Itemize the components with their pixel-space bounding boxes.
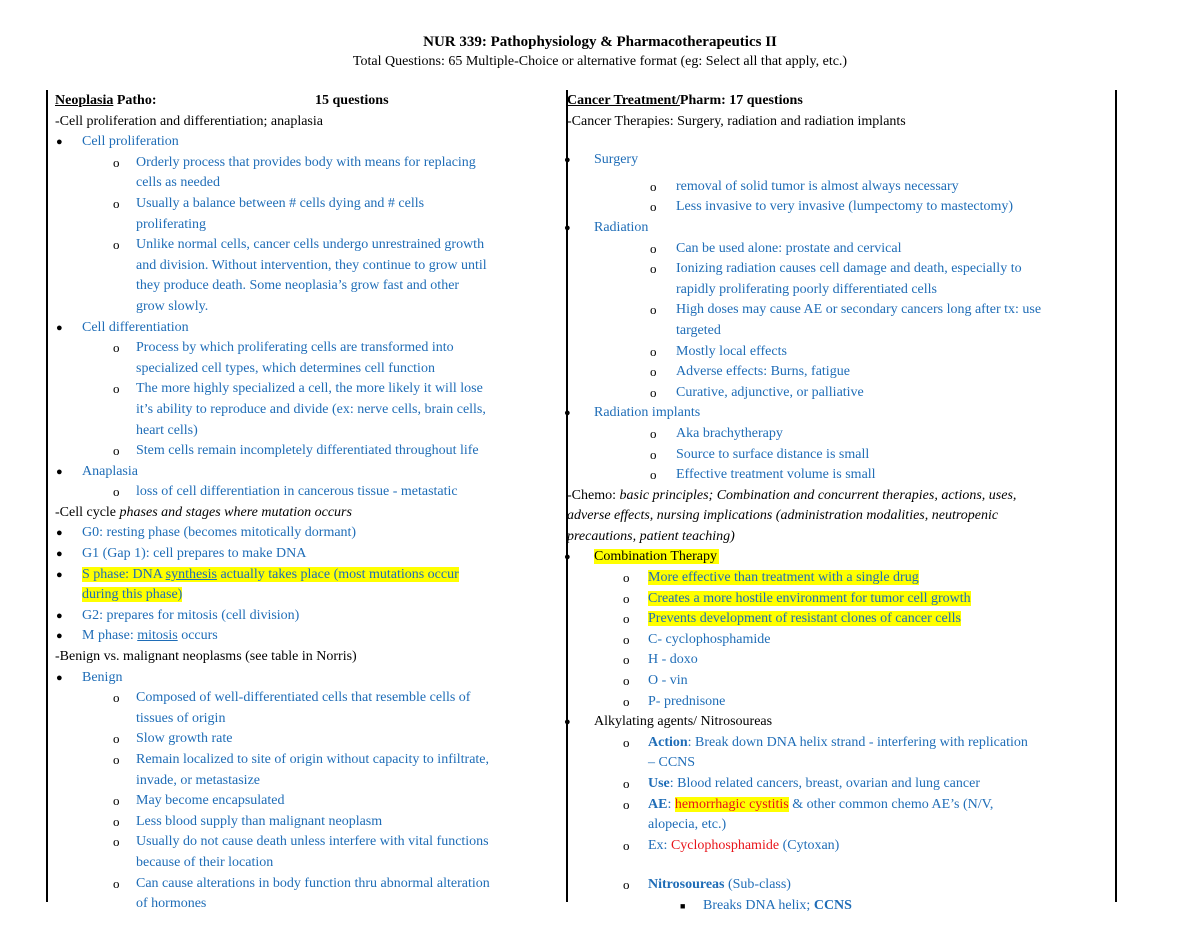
list-item: o Orderly process that provides body with means for replacing — [55, 153, 560, 174]
bullet-disc-icon: ● — [564, 551, 571, 564]
list-item: ● G2: prepares for mitosis (cell division) — [55, 606, 560, 627]
text-line: alopecia, etc.) — [648, 817, 727, 833]
list-item: o AE: hemorrhagic cystitis & other common chemo AE’s (N/V, — [567, 795, 1112, 816]
list-item: o The more highly specialized a cell, the more likely it will lose — [55, 379, 560, 400]
bullet-circle-icon: o — [623, 590, 630, 606]
bullet-circle-icon: o — [623, 631, 630, 647]
right-column — [564, 91, 1112, 917]
text-line: specialized cell types, which determines cell function — [136, 360, 435, 376]
list-item: ● S phase: DNA synthesis actually takes place (most mutations occur — [55, 565, 560, 586]
bullet-circle-icon: o — [623, 570, 630, 586]
text-line: -Cell proliferation and differentiation; anaplasia — [55, 113, 323, 129]
bullet-disc-icon: ● — [56, 321, 63, 334]
bullet-circle-icon: o — [113, 834, 120, 850]
text-line: and division. Without intervention, they continue to grow until — [136, 257, 487, 273]
list-item: ● G1 (Gap 1): cell prepares to make DNA — [55, 544, 560, 565]
text-line: adverse effects, nursing implications (administration modalities, neutropenic — [567, 508, 999, 524]
text-line: -Chemo: basic principles; Combination and concurrent therapies, actions, uses, — [567, 487, 1017, 503]
bullet-square-icon: ■ — [680, 900, 686, 911]
list-item: o Less blood supply than malignant neoplasm — [55, 812, 560, 833]
left-heading — [55, 91, 560, 112]
list-item: ● Anaplasia — [55, 462, 560, 483]
list-item: ● Alkylating agents/ Nitrosoureas — [567, 712, 1112, 733]
document-title: NUR 339: Pathophysiology & Pharmacotherapeutics II — [423, 34, 777, 50]
list-item: o Usually a balance between # cells dying and # cells — [55, 194, 560, 215]
bullet-circle-icon: o — [113, 690, 120, 706]
bullet-circle-icon: o — [623, 734, 630, 750]
bullet-circle-icon: o — [113, 195, 120, 211]
list-item: o Process by which proliferating cells are transformed into — [55, 338, 560, 359]
bullet-circle-icon: o — [113, 381, 120, 397]
bullet-disc-icon: ● — [56, 465, 63, 478]
bullet-circle-icon: o — [650, 446, 657, 462]
list-item: o May become encapsulated — [55, 791, 560, 812]
list-item: o Prevents development of resistant clones of cancer cells — [567, 609, 1112, 630]
list-item: o O - vin — [567, 671, 1112, 692]
list-item: ● Radiation implants — [567, 403, 1112, 424]
bullet-circle-icon: o — [113, 793, 120, 809]
text-line: – CCNS — [648, 755, 696, 771]
list-item: o H - doxo — [567, 650, 1112, 671]
list-item: o Less invasive to very invasive (lumpectomy to mastectomy) — [567, 197, 1112, 218]
right-border — [1115, 90, 1117, 902]
bullet-circle-icon: o — [650, 343, 657, 359]
text-line: targeted — [676, 322, 721, 338]
text-line: tissues of origin — [136, 710, 226, 726]
bullet-disc-icon: ● — [56, 136, 63, 149]
bullet-circle-icon: o — [623, 652, 630, 668]
list-item: o Use: Blood related cancers, breast, ovarian and lung cancer — [567, 774, 1112, 795]
list-item: o Curative, adjunctive, or palliative — [567, 383, 1112, 404]
bullet-circle-icon: o — [623, 796, 630, 812]
list-item: o High doses may cause AE or secondary cancers long after tx: use — [567, 300, 1112, 321]
document-subtitle: Total Questions: 65 Multiple-Choice or alternative format (eg: Select all that apply, etc.) — [352, 54, 848, 69]
list-item: ● Cell proliferation — [55, 132, 560, 153]
bullet-circle-icon: o — [650, 425, 657, 441]
text-line: it’s ability to reproduce and divide (ex: nerve cells, brain cells, — [136, 401, 486, 417]
text-line: cells as needed — [136, 175, 220, 191]
list-item: ● G0: resting phase (becomes mitotically dormant) — [55, 523, 560, 544]
heading-neoplasia: Neoplasia — [55, 93, 114, 108]
list-item: o Remain localized to site of origin without capacity to infiltrate, — [55, 750, 560, 771]
list-item: o loss of cell differentiation in cancerous tissue - metastatic — [55, 482, 560, 503]
text-line: invade, or metastasize — [136, 772, 261, 788]
bullet-circle-icon: o — [113, 340, 120, 356]
text-line: during this phase) — [82, 587, 183, 603]
bullet-circle-icon: o — [113, 154, 120, 170]
bullet-circle-icon: o — [650, 178, 657, 194]
list-item: o Mostly local effects — [567, 342, 1112, 363]
bullet-disc-icon: ● — [56, 548, 63, 561]
text-line: rapidly proliferating poorly differentiated cells — [676, 281, 937, 297]
list-item: ● Radiation — [567, 218, 1112, 239]
spacer — [567, 856, 1112, 875]
list-item: o removal of solid tumor is almost always necessary — [567, 177, 1112, 198]
bullet-circle-icon: o — [113, 752, 120, 767]
list-item: o Ionizing radiation causes cell damage and death, especially to — [567, 259, 1112, 280]
text-line: grow slowly. — [136, 298, 209, 314]
list-item: o Nitrosoureas (Sub-class) — [567, 875, 1112, 896]
list-item: ● Cell differentiation — [55, 318, 560, 339]
bullet-circle-icon: o — [623, 611, 630, 627]
right-heading: Cancer Treatment/Pharm: 17 questions — [567, 93, 803, 108]
bullet-circle-icon: o — [113, 484, 120, 500]
bullet-circle-icon: o — [113, 875, 120, 891]
bullet-circle-icon: o — [650, 199, 657, 215]
list-item: o Adverse effects: Burns, fatigue — [567, 362, 1112, 383]
list-item: o Source to surface distance is small — [567, 445, 1112, 466]
bullet-circle-icon: o — [113, 237, 120, 253]
bullet-circle-icon: o — [623, 693, 630, 709]
list-item: o Can be used alone: prostate and cervical — [567, 239, 1112, 260]
left-question-count: 15 questions — [315, 93, 389, 108]
list-item: o Action: Break down DNA helix strand - interfering with replication — [567, 733, 1112, 754]
left-border — [46, 90, 48, 902]
text-line: because of their location — [136, 854, 274, 870]
bullet-disc-icon: ● — [56, 630, 63, 643]
bullet-circle-icon: o — [113, 443, 120, 459]
bullet-circle-icon: o — [650, 467, 657, 483]
bullet-disc-icon: ● — [56, 609, 63, 622]
bullet-circle-icon: o — [623, 877, 630, 893]
list-item: o Can cause alterations in body function thru abnormal alteration — [55, 874, 560, 895]
spacer — [567, 132, 1112, 150]
list-item: o C- cyclophosphamide — [567, 630, 1112, 651]
bullet-circle-icon: o — [623, 673, 630, 689]
list-item: o Aka brachytherapy — [567, 424, 1112, 445]
list-item: o Ex: Cyclophosphamide (Cytoxan) — [567, 836, 1112, 857]
text-line: -Cell cycle phases and stages where mutation occurs — [55, 504, 352, 520]
bullet-circle-icon: o — [650, 364, 657, 380]
list-item: o Slow growth rate — [55, 729, 560, 750]
bullet-circle-icon: o — [623, 776, 630, 791]
bullet-circle-icon: o — [650, 261, 657, 277]
bullet-disc-icon: ● — [564, 716, 571, 729]
text-line: precautions, patient teaching) — [567, 528, 735, 544]
list-item: ● Benign — [55, 668, 560, 689]
bullet-disc-icon: ● — [564, 154, 571, 167]
text-line: -Benign vs. malignant neoplasms (see table in Norris) — [55, 649, 357, 665]
list-item: o Stem cells remain incompletely differentiated throughout life — [55, 441, 560, 462]
list-item: o More effective than treatment with a single drug — [567, 568, 1112, 589]
text-line: of hormones — [136, 896, 207, 912]
list-item: o Composed of well-differentiated cells that resemble cells of — [55, 688, 560, 709]
bullet-circle-icon: o — [113, 731, 120, 747]
list-item: ■ Breaks DNA helix; CCNS — [567, 896, 1112, 917]
text-line: they produce death. Some neoplasia’s grow fast and other — [136, 278, 460, 294]
bullet-disc-icon: ● — [56, 527, 63, 540]
bullet-circle-icon: o — [623, 837, 630, 853]
list-item: ● M phase: mitosis occurs — [55, 626, 560, 647]
bullet-disc-icon: ● — [56, 671, 63, 684]
bullet-circle-icon: o — [113, 813, 120, 829]
list-item: ● Surgery — [567, 150, 1112, 171]
list-item: o Effective treatment volume is small — [567, 465, 1112, 486]
list-item: ● Combination Therapy — [567, 547, 1112, 568]
bullet-disc-icon: ● — [56, 568, 63, 581]
bullet-circle-icon: o — [650, 384, 657, 400]
bullet-circle-icon: o — [650, 240, 657, 256]
heading-patho: Patho: — [113, 93, 157, 108]
text-line: proliferating — [136, 216, 206, 232]
list-item: o Usually do not cause death unless interfere with vital functions — [55, 832, 560, 853]
list-item: o Unlike normal cells, cancer cells undergo unrestrained growth — [55, 235, 560, 256]
text-line: -Cancer Therapies: Surgery, radiation and radiation implants — [567, 113, 906, 129]
list-item: o P- prednisone — [567, 692, 1112, 713]
list-item: o Creates a more hostile environment for tumor cell growth — [567, 589, 1112, 610]
text-line: heart cells) — [136, 422, 198, 438]
bullet-disc-icon: ● — [564, 221, 571, 234]
left-column — [55, 91, 560, 915]
bullet-disc-icon: ● — [564, 407, 571, 420]
bullet-circle-icon: o — [650, 302, 657, 318]
